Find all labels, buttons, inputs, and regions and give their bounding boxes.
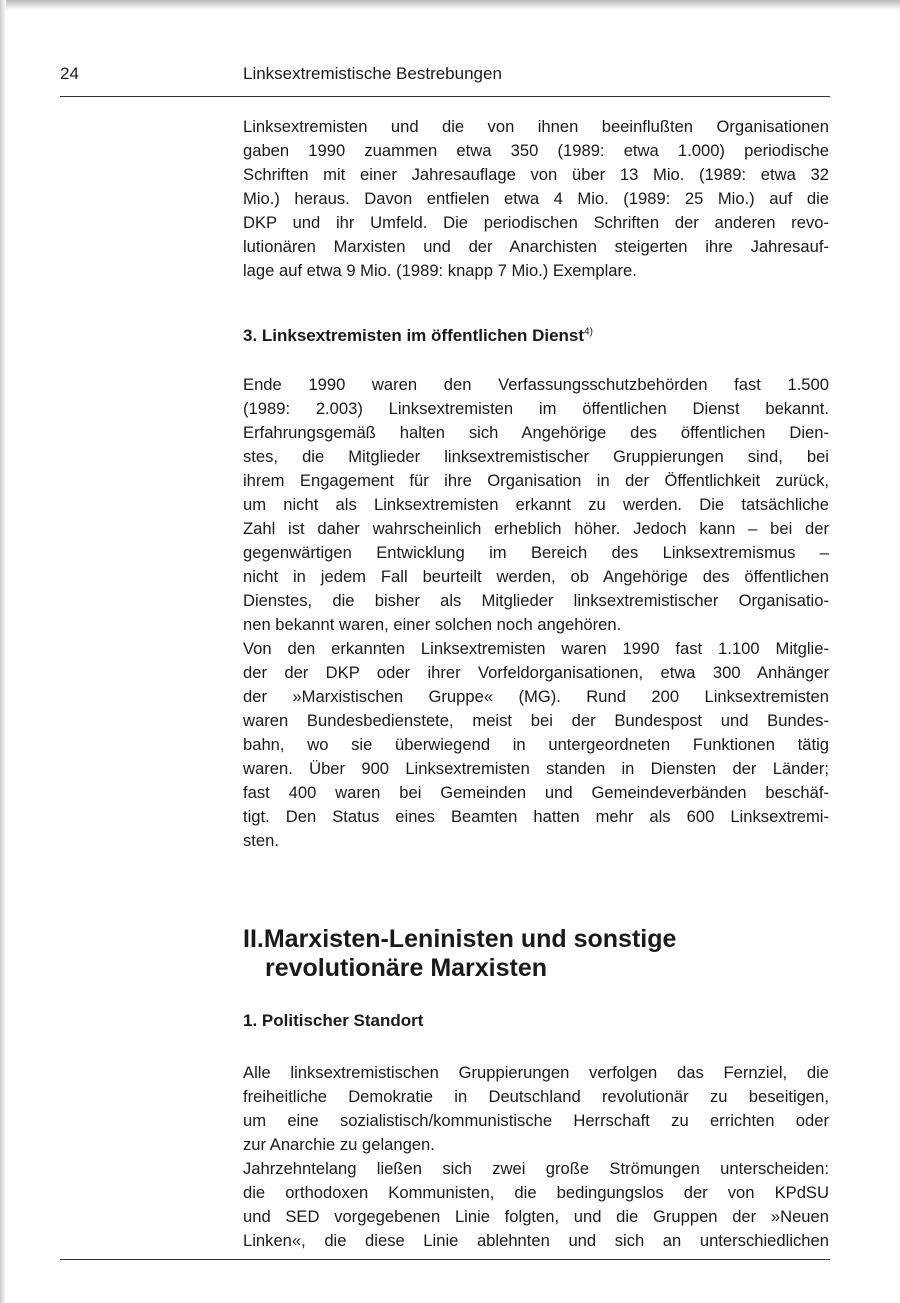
scan-edge-left (0, 0, 6, 1303)
text-line: bahn, wo sie überwiegend in untergeordneten Funktionen tätig (243, 735, 829, 754)
text-line: Dienstes, die bisher als Mitglieder linksextremistischer Organisatio- (243, 591, 829, 610)
text-line: Mio.) heraus. Davon entfielen etwa 4 Mio. (1989: 25 Mio.) auf die (243, 189, 829, 208)
text-line: Ende 1990 waren den Verfassungsschutzbehörden fast 1.500 (243, 375, 829, 394)
chapter-numeral: II. (243, 925, 264, 953)
text-line: freiheitliche Demokratie in Deutschland revolutionär zu beseitigen, (243, 1087, 829, 1106)
text-line: Von den erkannten Linksextremisten waren 1990 fast 1.100 Mitglie- (243, 639, 829, 658)
text-line: Linksextremisten und die von ihnen beeinflußten Organisationen (243, 117, 829, 136)
text-line: lutionären Marxisten und der Anarchisten steigerten ihre Jahresauf- (243, 237, 829, 256)
section-heading-political-position: 1. Politischer Standort (243, 1011, 424, 1030)
text-line: nen bekannt waren, einer solchen noch angehören. (243, 615, 622, 634)
chapter-title-line2: revolutionäre Marxisten (265, 954, 548, 982)
running-title: Linksextremistische Bestrebungen (243, 64, 502, 83)
text-line: Erfahrungsgemäß halten sich Angehörige des öffentlichen Dien- (243, 423, 829, 442)
text-line: gaben 1990 zuammen etwa 350 (1989: etwa 1.000) periodische (243, 141, 829, 160)
section-heading-public-service (243, 326, 593, 346)
text-line: Alle linksextremistischen Gruppierungen verfolgen das Fernziel, die (243, 1063, 829, 1082)
text-line: um eine sozialistisch/kommunistische Herrschaft zu errichten oder (243, 1111, 829, 1130)
paragraph-public-service (243, 373, 829, 853)
text-line: stes, die Mitglieder linksextremistischer Gruppierungen sind, bei (243, 447, 829, 466)
text-line: Schriften mit einer Jahresauflage von über 13 Mio. (1989: etwa 32 (243, 165, 829, 184)
text-line: tigt. Den Status eines Beamten hatten mehr als 600 Linksextremi- (243, 807, 829, 826)
text-line: zur Anarchie zu gelangen. (243, 1135, 435, 1154)
text-line: waren Bundesbedienstete, meist bei der Bundespost und Bundes- (243, 711, 829, 730)
text-line: (1989: 2.003) Linksextremisten im öffentlichen Dienst bekannt. (243, 399, 829, 418)
chapter-heading (243, 925, 676, 983)
text-line: und SED vorgegebenen Linie folgten, und die Gruppen der »Neuen (243, 1207, 829, 1226)
text-line: DKP und ihr Umfeld. Die periodischen Schriften der anderen revo- (243, 213, 829, 232)
scan-edge-top (0, 0, 900, 10)
section-heading-text: 3. Linksextremisten im öffentlichen Dienst (243, 326, 585, 345)
text-line: sten. (243, 831, 279, 850)
text-line: die orthodoxen Kommunisten, die bedingungslos der von KPdSU (243, 1183, 829, 1202)
text-line: nicht in jedem Fall beurteilt werden, ob Angehörige des öffentlichen (243, 567, 829, 586)
footnote-marker: 4) (584, 326, 593, 338)
text-line: Jahrzehntelang ließen sich zwei große Strömungen unterscheiden: (243, 1159, 829, 1178)
footer-rule (60, 1259, 830, 1260)
text-line: Zahl ist daher wahrscheinlich erheblich höher. Jedoch kann – bei der (243, 519, 829, 538)
paragraph-political-position (243, 1061, 829, 1253)
text-line: der der DKP oder ihrer Vorfeldorganisationen, etwa 300 Anhänger (243, 663, 829, 682)
text-line: lage auf etwa 9 Mio. (1989: knapp 7 Mio.) Exemplare. (243, 261, 637, 280)
text-line: gegenwärtigen Entwicklung im Bereich des Linksextremismus – (243, 543, 829, 562)
text-line: der »Marxistischen Gruppe« (MG). Rund 200 Linksextremisten (243, 687, 829, 706)
text-line: waren. Über 900 Linksextremisten standen in Diensten der Länder; (243, 759, 829, 778)
text-line: um nicht als Linksextremisten erkannt zu werden. Die tatsächliche (243, 495, 829, 514)
text-line: Linken«, die diese Linie ablehnten und sich an unterschiedlichen (243, 1231, 829, 1250)
text-line: fast 400 waren bei Gemeinden und Gemeindeverbänden beschäf- (243, 783, 829, 802)
header-rule (60, 96, 830, 97)
page-number: 24 (60, 64, 79, 83)
chapter-title-line1: Marxisten-Leninisten und sonstige (263, 925, 677, 953)
text-line: ihrem Engagement für ihre Organisation in der Öffentlichkeit zurück, (243, 471, 829, 490)
paragraph-publications (243, 115, 829, 283)
